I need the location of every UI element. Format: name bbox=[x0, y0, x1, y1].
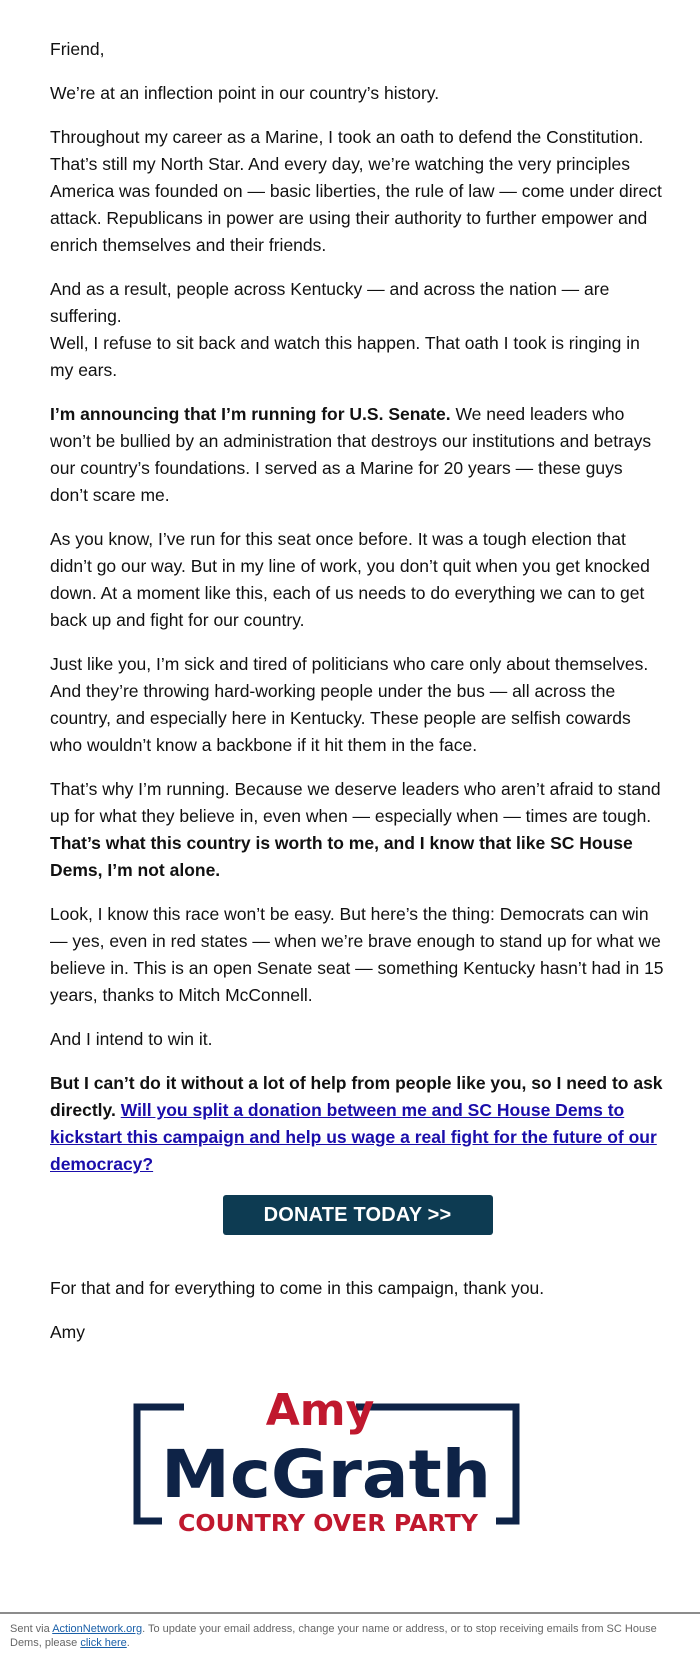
donation-link[interactable]: Will you split a donation between me and SC House Dems to kickstart this campaign and help us wage a real fight for the future of our democracy? bbox=[50, 1100, 657, 1174]
paragraph-race: Look, I know this race won’t be easy. But here’s the thing: Democrats can win — yes, even in red states — when we’re brave enough to stand up for what we believe in. This is an open Senate seat — something Kentucky hasn’t had in 15 years, thanks to Mitch McConnell. bbox=[50, 904, 664, 1005]
paragraph-ran-before: As you know, I’ve run for this seat once before. It was a tough election that didn’t go our way. But in my line of work, you don’t quit when you get knocked down. At a moment like this, each of us needs to do everything we can to get back up and fight for our country. bbox=[50, 529, 650, 630]
paragraph-oath: Throughout my career as a Marine, I took an oath to defend the Constitution. That’s still my North Star. And every day, we’re watching the very principles America was founded on — basic liberties, the rule of law — come under direct attack. Republicans in power are using their authority to further empower and enrich themselves and their friends. bbox=[50, 127, 662, 255]
donate-button[interactable]: DONATE TODAY >> bbox=[223, 1195, 493, 1235]
paragraph-announcement bbox=[50, 401, 665, 509]
logo-last-name: McGrath bbox=[161, 1436, 491, 1513]
paragraph-sick-tired: Just like you, I’m sick and tired of politicians who care only about themselves. And they’re throwing hard-working people under the bus — all across the country, and especially here in Kentucky. These people are selfish cowards who wouldn’t know a backbone if it hit them in the face. bbox=[50, 654, 649, 755]
paragraph-suffering: And as a result, people across Kentucky — and across the nation — are suffering. bbox=[50, 279, 610, 326]
unsubscribe-link[interactable]: click here bbox=[80, 1637, 127, 1649]
paragraph-closing: For that and for everything to come in this campaign, thank you. bbox=[50, 1278, 545, 1298]
donate-container bbox=[50, 1195, 665, 1235]
paragraph-ask bbox=[50, 1070, 665, 1178]
ask-bold: But I can’t do it without a lot of help from people like you, so I need to ask directly. bbox=[50, 1073, 663, 1120]
paragraph-why-running bbox=[50, 776, 665, 884]
logo-tagline: COUNTRY OVER PARTY bbox=[178, 1511, 479, 1537]
why-running-text: That’s why I’m running. Because we deserve leaders who aren’t afraid to stand up for what they believe in, even when — especially when — times are tough. bbox=[50, 779, 661, 826]
announcement-bold: I’m announcing that I’m running for U.S. Senate. bbox=[50, 404, 451, 424]
paragraph-intend-win: And I intend to win it. bbox=[50, 1029, 213, 1049]
footer-divider bbox=[0, 1612, 700, 1614]
action-network-link[interactable]: ActionNetwork.org bbox=[52, 1623, 143, 1635]
logo-first-name: Amy bbox=[265, 1385, 375, 1436]
email-body bbox=[50, 36, 665, 1363]
footer bbox=[10, 1622, 680, 1650]
greeting: Friend, bbox=[50, 39, 105, 59]
announcement-rest: We need leaders who won’t be bullied by an administration that destroys our institutions and betrays our country’s foundations. I served as a Marine for 20 years — these guys don’t scare me. bbox=[50, 404, 652, 505]
signature: Amy bbox=[50, 1322, 85, 1342]
footer-sent-via: Sent via bbox=[10, 1623, 53, 1635]
amy-mcgrath-logo bbox=[130, 1385, 570, 1545]
footer-middle-text: . To update your email address, change your name or address, or to stop receiving emails from SC House Dems, please bbox=[10, 1623, 657, 1649]
paragraph-inflection: We’re at an inflection point in our country’s history. bbox=[50, 83, 440, 103]
footer-end: . bbox=[126, 1637, 130, 1649]
paragraph-refuse: Well, I refuse to sit back and watch this happen. That oath I took is ringing in my ears. bbox=[50, 333, 640, 380]
why-running-bold: That’s what this country is worth to me, and I know that like SC House Dems, I’m not alone. bbox=[50, 833, 633, 880]
